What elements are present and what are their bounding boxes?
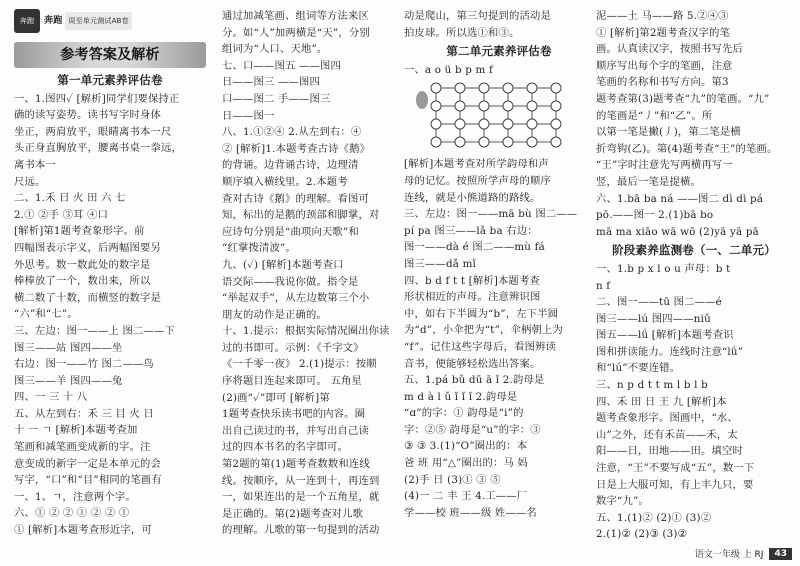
footer-subject: 语文一年级 上 RJ [694, 550, 764, 560]
answer-line: 图三——lú 图四——niǔ [596, 312, 711, 325]
answer-line: 日是上大服可知，有上丰九只，要 [596, 478, 754, 491]
answer-line: 六、1.bā ba ná ——图二 dì dì pá [596, 192, 764, 205]
answer-line: ① [解析]本题考查形近字，可 [14, 524, 152, 537]
answer-line: 应诗句分别是“曲项向天歌”和 [222, 225, 359, 238]
answer-line: 外思考。数一数此处的数字是 [14, 258, 151, 271]
answer-line: 通过加减笔画、组词等方法来区 [222, 10, 369, 22]
answer-line: pí pa 图三——lǎ ba 右边： [404, 224, 538, 237]
answer-line: 序将题目连起来即可。 五角星 [222, 375, 362, 388]
answer-line: 题考查第(3)题考查“九”的笔画。“九” [596, 92, 770, 105]
answer-line: 二、1.禾 日 火 田 六 七 [14, 192, 126, 205]
answer-line: 是正确的。第(2)题考查对儿歌 [222, 507, 364, 520]
answer-line: 《一千零一夜》 2.(1)提示：按顺 [222, 358, 377, 371]
page-number: 43 [769, 548, 792, 560]
answer-line: 画。认真读汉字，按照书写先后 [596, 43, 743, 56]
answer-line: 组词为“人口、天地”。 [222, 43, 328, 56]
answer-line: 分。如“人”加两横是“天”，分别 [222, 26, 370, 39]
col1-lines [14, 91, 206, 539]
col3-top-lines [404, 8, 594, 41]
answer-line: 朋友的动作是正确的。 [222, 308, 327, 321]
section-title-unit2: 第二单元素养评估卷 [446, 44, 552, 59]
answer-line: 四、一 三 十 八 [14, 391, 88, 404]
answer-line: 横二数了十数，而横竖的数字是 [14, 291, 161, 304]
answer-line: 五、从左到右：禾 三 目 火 日 [14, 407, 154, 420]
answer-line: (4)一 二 丰 王 4.工——厂 [404, 490, 528, 503]
answer-line: 七、口——图五 ——图四 [222, 59, 341, 72]
answer-line: 形状相近的声母。注意辨识图 [404, 291, 541, 304]
answer-line: 笔画和减笔画变成新的字。注 [14, 441, 151, 454]
column-3 [404, 8, 594, 521]
answer-line: 注意，“王”不要写成“五”，数一下 [596, 462, 755, 475]
answer-line: 图一——dà é 图二——mù fá [404, 241, 545, 254]
section-title-unit1: 第一单元素养评估卷 [57, 73, 163, 87]
answer-line: 阳——日，田地——田。填空时 [596, 445, 743, 458]
answer-line: m d à l ǔ ǐ ǐ ǐ 2.韵母是 [404, 390, 518, 403]
answer-line: 图和拼读能力。连线时注意“lǘ” [596, 345, 744, 358]
answer-line: 一、1.图四✓ [解析]同学们要保持正 [14, 92, 180, 105]
answer-line: 写字，“口”和“目”相同的笔画有 [14, 474, 162, 487]
answer-line: 图三——dǎ mǐ [404, 257, 477, 270]
col3-lines [404, 156, 594, 521]
col4-lines [596, 261, 792, 543]
answer-line: “六”和“七”。 [14, 308, 78, 321]
answer-line: 线。按顺序，从一连到十，再连到 [222, 474, 380, 487]
answer-line: 尺远。 [14, 175, 46, 188]
answer-line: 过的书即可。示例：《千字文》 [222, 341, 364, 354]
answer-line: 的理解。儿歌的第一句提到的活动 [222, 524, 380, 537]
answer-line: ③ ③ 3.(1)“O”圈出的：本 [404, 440, 528, 453]
answer-line: 图三——羊 图四——兔 [14, 374, 123, 387]
answer-line: 出自己读过的书，并写出自己读 [222, 424, 369, 437]
answer-line: 查对古诗《鹅》的理解。看图可 [222, 192, 369, 205]
answer-line: 母的记忆。按照所学声母的顺序 [404, 174, 551, 187]
answer-line: 题考查象形字。图画中，“水、 [596, 412, 738, 425]
answer-line: 动是爬山，第三句提到的活动是 [404, 10, 551, 22]
answer-line: 八、1.①②④ 2.从左到右：④ [222, 126, 362, 139]
answer-line: 棒棒放了一个，数出来，所以 [14, 275, 151, 288]
answer-line: 的笔画是“丿”和“乙”。所 [596, 109, 713, 122]
answer-line: n f [596, 279, 611, 292]
answer-line: 知，标出的是鹅的颈部和脚掌，对 [222, 209, 380, 222]
answer-line: 日——图一 [222, 109, 275, 122]
answer-line: 过的四本书名的名字即可。 [222, 441, 348, 454]
answer-line: 三、左边：图一——上 图二——下 [14, 324, 175, 337]
answer-line: “红掌拨清波”。 [222, 242, 296, 255]
series-name: 周至单元测试AB卷 [65, 12, 131, 31]
answer-line: 口——图二 手——图三 [222, 92, 331, 105]
maze-grid-icon [416, 80, 566, 154]
answer-line: 2.(1)② (2)③ (3)② [596, 528, 688, 541]
answer-line: 九、(✓) [解析]本题考查口 [222, 258, 344, 271]
answer-line: 离书本一 [14, 158, 56, 171]
answer-line: 一，如果连出的是一个五角星，就 [222, 491, 380, 504]
answer-line: 三、左边：图一——mā bù 图二—— [404, 208, 578, 221]
answer-line: 一、1、ㄱ，注意两个字。 [14, 490, 136, 503]
answer-line: 十 一 ㄱ [解析]本题考查加 [14, 424, 138, 437]
header [14, 6, 206, 36]
brand-name: 奔跑 [44, 15, 63, 26]
answer-line: 第2题的第(1)题考查数数和连线 [222, 458, 370, 471]
answer-line: mā ma xiāo wā wō (2)yā yā pā [596, 225, 759, 238]
answer-line: “王”字时注意先写两横再写一 [596, 159, 733, 172]
answer-line: 以第一笔是撇(丿)，第二笔是横 [596, 126, 741, 139]
answer-line: 中，如右下半圆为“b”，左下半圆 [404, 307, 559, 320]
answer-line: 三、n p d t t m l b l b [596, 379, 708, 392]
answer-line: 一、1.b p x l o u 声母：b t [596, 262, 731, 275]
col2-lines [222, 8, 402, 539]
answer-line: 五、1.(1)② (2)① (3)② [596, 511, 712, 524]
maze-letters: 一、a o ü b p m f [404, 63, 493, 76]
answer-line: 折弯钩(乙)。第(4)题考查“王”的笔画。 [596, 142, 778, 155]
answer-line: 为“d”，小伞把为“t”，伞柄朝上为 [404, 324, 563, 337]
answer-line: 头正身直胸放平，腰离书桌一拳远， [14, 142, 182, 155]
answer-line: [解析]第1题考查象形字。前 [14, 225, 145, 238]
answer-line: 四幅图表示字义，后两幅图要另 [14, 241, 161, 254]
answer-line: 泥——土 马——路 5.②④③ [596, 10, 729, 22]
answer-line: 意变成的新字一定是本单元的会 [14, 457, 161, 470]
answer-line: “举起双手”，从左边数第三个小 [222, 292, 370, 305]
answer-line: 确的读写姿势。读书写字时身体 [14, 109, 161, 122]
answer-line: 连线，就是小熊道路的路线。 [404, 191, 541, 204]
column-1 [14, 6, 206, 539]
answer-line: 四、禾 田 日 王 九 [解析]本 [596, 395, 727, 408]
answer-line: 2.① ②手 ③耳 ④口 [14, 208, 109, 221]
col4-top-lines [596, 8, 792, 240]
answer-line: 图五——lǘ [解析]本题考查识 [596, 329, 734, 342]
answer-line: 和“lú”不要连错。 [596, 362, 681, 375]
answer-line: 学——校 班——级 姓——名 [404, 506, 537, 519]
answer-line: 字：②⑤ 韵母是“u”的字：③ [404, 423, 541, 436]
answer-line: ② [解析]1.本题考查古诗《鹅》 [222, 142, 371, 155]
answer-line: (2)画“✓”即可 [解析]第 [222, 391, 330, 404]
answer-line: 六、① ② ② ① ② ② ① [14, 507, 130, 520]
answer-line: “ɑ”的字：① 韵母是“i”的 [404, 407, 524, 420]
logo: 奔跑 [14, 9, 40, 33]
answer-line: 语交际——我说你做。指令是 [222, 275, 359, 288]
answer-line: 的背诵。边背诵古诗，边理清 [222, 159, 359, 172]
answer-line: [解析]本题考查对所学韵母和声 [404, 158, 549, 171]
section-title-stage-test: 阶段素养监测卷（一、二单元） [612, 243, 776, 258]
answer-line: 图三——站 图四——坐 [14, 341, 123, 354]
answer-line: 坐正，两肩放平，眼睛离书本一尺 [14, 125, 172, 138]
answer-line: 数字“九”。 [596, 495, 649, 508]
answer-line: 笔画的名称和书写方向。第3 [596, 76, 729, 89]
answer-line: 音书，便能够轻松选出答案。 [404, 357, 541, 370]
answer-line: 顺序写出每个字的笔画，注意 [596, 59, 733, 72]
answer-line: “f”。记住这些字母后，看图辨读 [404, 340, 557, 353]
answer-line: 爸 班 用“△”圈出的：马 妈 [404, 457, 528, 470]
answer-line: ① [解析]第2题考查汉字的笔 [596, 26, 731, 39]
answer-line: 顺序填入横线里。2.本题考 [222, 175, 348, 188]
answer-line: 竖，最后一笔是提横。 [596, 175, 701, 188]
answer-line: 二、图一——tū 图二——é [596, 296, 722, 309]
answer-line: 四、b d f t t [解析]本题考查 [404, 274, 541, 287]
answer-line: 山”之外，还有禾苗——禾，太 [596, 428, 738, 441]
answer-line: 日——图三 ——图四 [222, 76, 320, 89]
column-4 [596, 8, 792, 543]
answer-line: pō.——图一 2.(1)bā bo [596, 209, 714, 222]
answer-line: 1题考查快乐读书吧的内容。圈 [222, 408, 366, 421]
page-footer [695, 547, 792, 560]
column-2 [222, 8, 402, 539]
answer-line: 拍皮球。所以选①和③。 [404, 26, 520, 39]
answer-line: 右边：图一——竹 图二——鸟 [14, 358, 154, 371]
maze-grid-image [416, 80, 594, 154]
answer-line: 十、1.提示：根据实际情况圈出你读 [222, 325, 390, 338]
answer-line: (2)手 日 (3)① ③ ⑤ [404, 473, 501, 486]
banner-title: 参考答案及解析 [14, 42, 206, 68]
answer-line: 五、1.pá bǔ dū ā ǐ 2.韵母是 [404, 374, 545, 387]
